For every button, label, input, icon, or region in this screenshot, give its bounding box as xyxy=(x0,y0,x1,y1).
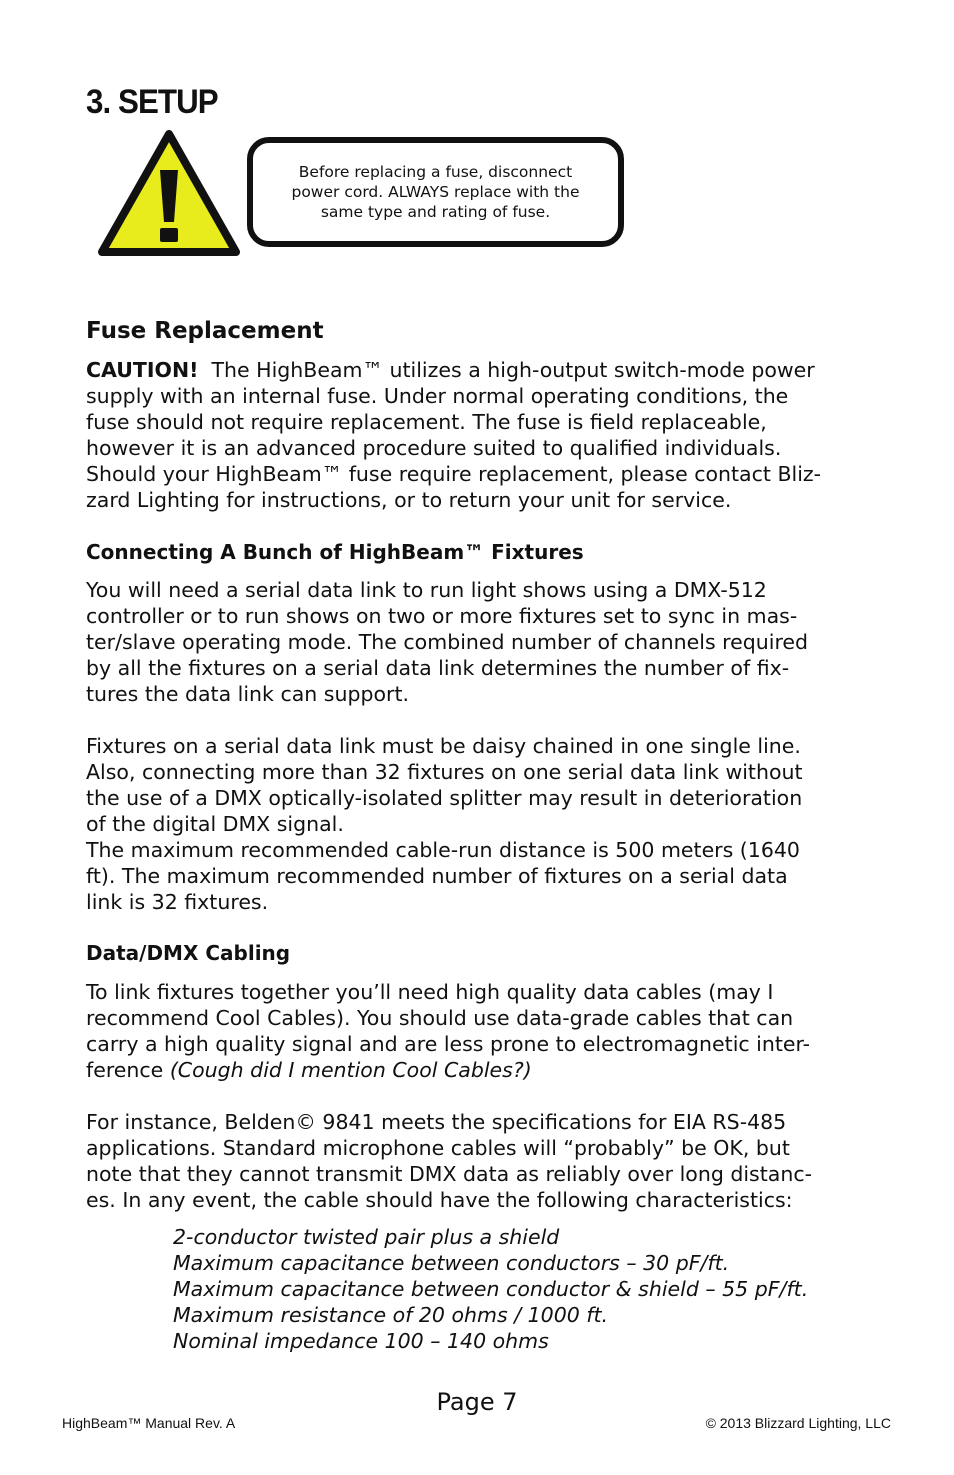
cabling-paragraph-1 xyxy=(86,979,876,1083)
cabling-paragraph-2 xyxy=(86,1109,876,1213)
text-line: Should your HighBeam™ fuse require replacement, please contact Bliz- xyxy=(86,462,822,486)
connecting-section xyxy=(86,538,876,566)
text-line: controller or to run shows on two or more fixtures set to sync in mas- xyxy=(86,604,798,628)
warning-callout xyxy=(247,137,624,247)
text-line: ter/slave operating mode. The combined number of channels required xyxy=(86,630,809,654)
text-line: es. In any event, the cable should have the following characteristics: xyxy=(86,1188,793,1212)
text-line: the use of a DMX optically-isolated splitter may result in deterioration xyxy=(86,786,803,810)
spec-item: Maximum resistance of 20 ohms / 1000 ft. xyxy=(173,1303,609,1327)
text-line: link is 32 fixtures. xyxy=(86,890,269,914)
italic-aside: (Cough did I mention Cool Cables?) xyxy=(169,1058,532,1082)
warning-line: power cord. ALWAYS replace with the xyxy=(291,183,580,201)
text-line: zard Lighting for instructions, or to return your unit for service. xyxy=(86,488,732,512)
spec-item: 2-conductor twisted pair plus a shield xyxy=(173,1225,560,1249)
text-line: For instance, Belden© 9841 meets the specifications for EIA RS-485 xyxy=(86,1110,787,1134)
text-line: tures the data link can support. xyxy=(86,682,410,706)
text-line: ft). The maximum recommended number of fixtures on a serial data xyxy=(86,864,788,888)
text-line: however it is an advanced procedure suited to qualified individuals. xyxy=(86,436,782,460)
text-line: fuse should not require replacement. The fuse is field replaceable, xyxy=(86,410,767,434)
text-line: ference xyxy=(86,1058,170,1082)
text-line: Also, connecting more than 32 fixtures on one serial data link without xyxy=(86,760,803,784)
text-line: recommend Cool Cables). You should use data-grade cables that can xyxy=(86,1006,794,1030)
cable-spec-list xyxy=(173,1224,808,1354)
cabling-heading: Data/DMX Cabling xyxy=(86,941,291,965)
footer-right: © 2013 Blizzard Lighting, LLC xyxy=(705,1415,891,1431)
spec-item: Maximum capacitance between conductors – 30 pF/ft. xyxy=(173,1251,730,1275)
fuse-paragraph xyxy=(86,357,876,513)
fuse-section xyxy=(86,316,876,346)
spec-item: Maximum capacitance between conductor & shield – 55 pF/ft. xyxy=(173,1277,809,1301)
caution-label: CAUTION! xyxy=(86,358,199,382)
warning-triangle-icon xyxy=(96,128,242,260)
warning-line: same type and rating of fuse. xyxy=(320,203,551,221)
text-line: To link fixtures together you’ll need high quality data cables (may I xyxy=(86,980,774,1004)
text-line: note that they cannot transmit DMX data as reliably over long distanc- xyxy=(86,1162,812,1186)
connecting-paragraph-1 xyxy=(86,577,876,707)
spec-item: Nominal impedance 100 – 140 ohms xyxy=(173,1329,549,1353)
text-line: supply with an internal fuse. Under normal operating conditions, the xyxy=(86,384,789,408)
page-title: 3. SETUP xyxy=(86,83,218,121)
text-line: The maximum recommended cable-run distance is 500 meters (1640 xyxy=(86,838,800,862)
text-line: carry a high quality signal and are less prone to electromagnetic inter- xyxy=(86,1032,811,1056)
connecting-heading: Connecting A Bunch of HighBeam™ Fixtures xyxy=(86,540,584,564)
cabling-section xyxy=(86,939,876,967)
text-line: The HighBeam™ utilizes a high-output switch-mode power xyxy=(198,358,815,382)
text-line: applications. Standard microphone cables will “probably” be OK, but xyxy=(86,1136,790,1160)
warning-line: Before replacing a fuse, disconnect xyxy=(298,163,573,181)
footer-left: HighBeam™ Manual Rev. A xyxy=(62,1415,236,1431)
fuse-heading: Fuse Replacement xyxy=(86,318,324,344)
page-number: Page 7 xyxy=(436,1388,518,1416)
text-line: by all the fixtures on a serial data link determines the number of fix- xyxy=(86,656,790,680)
text-line: Fixtures on a serial data link must be daisy chained in one single line. xyxy=(86,734,801,758)
connecting-paragraph-2 xyxy=(86,733,876,915)
text-line: of the digital DMX signal. xyxy=(86,812,344,836)
text-line: You will need a serial data link to run light shows using a DMX-512 xyxy=(86,578,767,602)
